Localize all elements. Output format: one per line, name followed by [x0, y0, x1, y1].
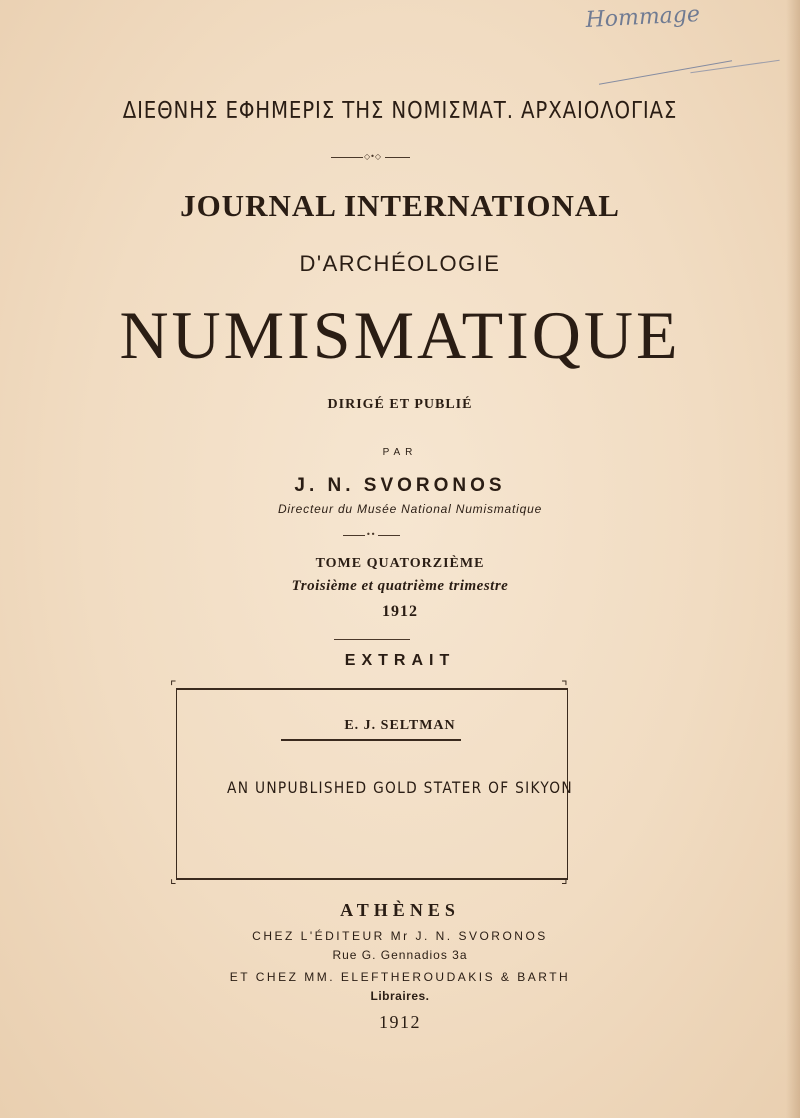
handwritten-dedication: Hommage	[585, 2, 701, 33]
imprint-booksellers: ET CHEZ MM. ELEFTHEROUDAKIS & BARTH	[229, 970, 571, 984]
editor-title: Directeur du Musée National Numismatique	[277, 502, 543, 516]
editor-name: J. N. SVORONOS	[294, 475, 506, 496]
article-author: E. J. SELTMAN	[344, 718, 456, 733]
article-title: AN UNPUBLISHED GOLD STATER OF SIKYON	[227, 778, 573, 797]
frame-corner-bottom-left-icon: ⌞	[170, 871, 177, 887]
archeologie-title: D'ARCHÉOLOGIE	[299, 251, 501, 276]
imprint-publisher: CHEZ L'ÉDITEUR Mr J. N. SVORONOS	[252, 929, 548, 943]
ornament-rule-right	[385, 157, 410, 158]
journal-title: JOURNAL INTERNATIONAL	[180, 188, 620, 223]
tome-label: TOME QUATORZIÈME	[315, 556, 485, 571]
handwriting-underline	[599, 60, 732, 84]
divider-short-right	[378, 535, 400, 536]
handwriting-flourish	[690, 60, 779, 74]
page-edge-shading	[786, 0, 800, 1118]
divider-short-left	[343, 535, 365, 536]
divider-ornament-icon: ••	[366, 530, 376, 539]
imprint-booksellers-label: Libraires.	[370, 989, 430, 1003]
frame-corner-bottom-right-icon: ⌟	[561, 871, 568, 887]
imprint-address: Rue G. Gennadios 3a	[332, 948, 468, 962]
imprint-city: ATHÈNES	[340, 900, 460, 920]
numismatique-title: NUMISMATIQUE	[119, 297, 681, 373]
article-author-underline	[281, 739, 461, 741]
greek-title: ΔΙΕΘΝΗΣ ΕΦΗΜΕΡΙΣ ΤΗΣ ΝΟΜΙΣΜΑΤ. ΑΡΧΑΙΟΛΟΓΙΑΣ	[122, 98, 678, 124]
extrait-label: EXTRAIT	[344, 652, 456, 669]
dirige-et-publie: DIRIGÉ ET PUBLIÉ	[327, 397, 473, 412]
publication-year: 1912	[382, 603, 418, 620]
frame-corner-top-right-icon: ⌝	[561, 679, 568, 695]
frame-corner-top-left-icon: ⌜	[170, 679, 177, 695]
divider-rule	[334, 639, 410, 640]
imprint-year: 1912	[379, 1012, 421, 1032]
ornament-icon: ◇•◇	[364, 152, 382, 161]
ornament-rule-left	[331, 157, 363, 158]
trimestre-label: Troisième et quatrième trimestre	[291, 578, 509, 594]
par-label: PAR	[382, 447, 418, 458]
